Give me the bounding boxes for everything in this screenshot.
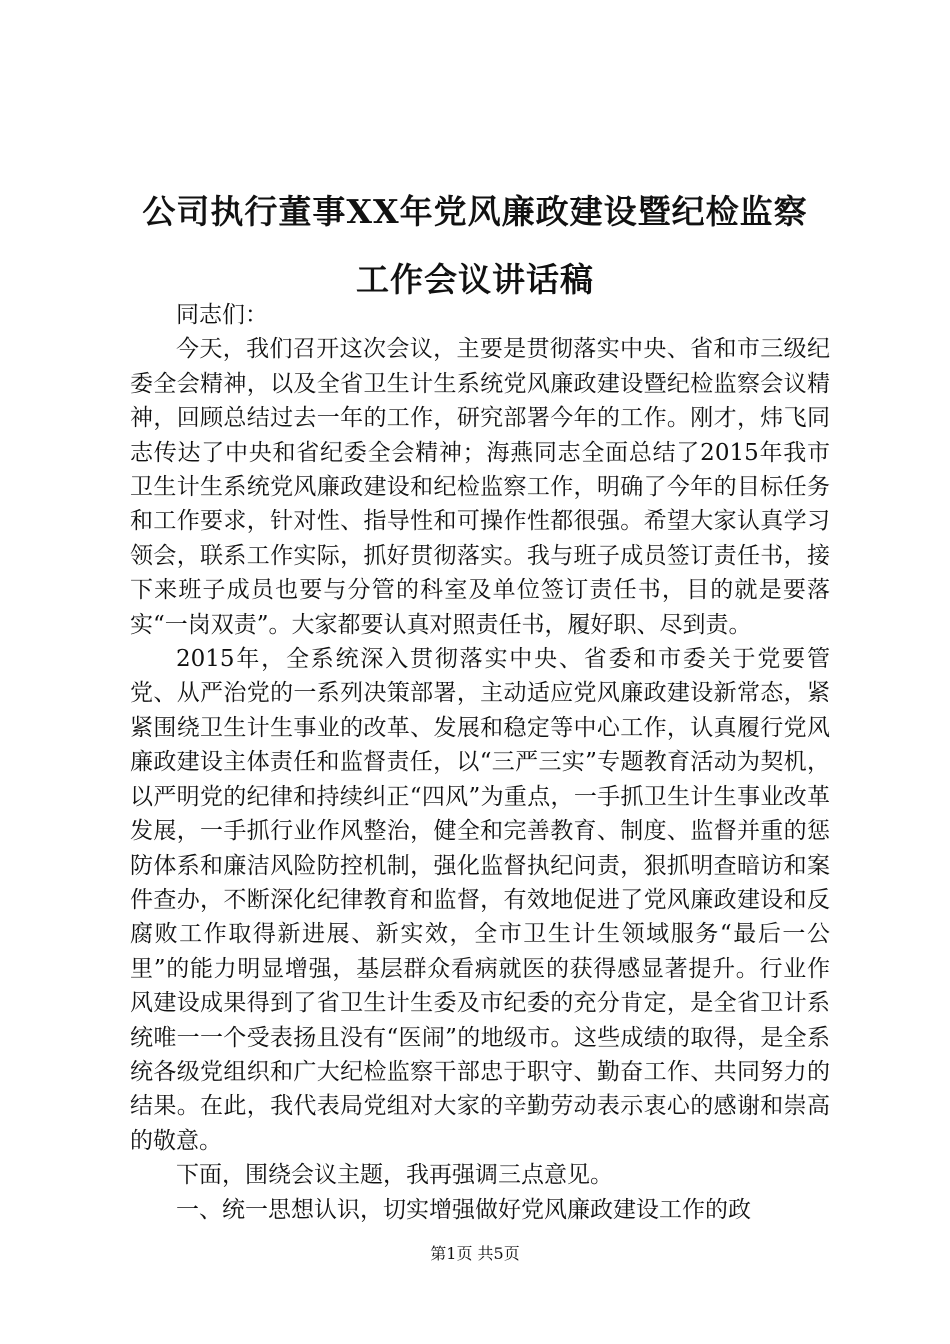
paragraph-intro: 今天，我们召开这次会议，主要是贯彻落实中央、省和市三级纪委全会精神，以及全省卫生计生系统党风廉政建设暨纪检监察会议精神，回顾总结过去一年的工作，研究部署今年的工作。刚才，炜飞同志传达了中央和省纪委全会精神；海燕同志全面总结了2015年我市卫生计生系统党风廉政建设和纪检监察工作，明确了今年的目标任务和工作要求，针对性、指导性和可操作性都很强。希望大家认真学习领会，联系工作实际，抓好贯彻落实。我与班子成员签订责任书，接下来班子成员也要与分管的科室及单位签订责任书，目的就是要落实“一岗双责”。大家都要认真对照责任书，履好职、尽到责。 (130, 336, 830, 638)
paragraph-transition: 下面，围绕会议主题，我再强调三点意见。 (176, 1162, 613, 1189)
document-body (130, 298, 830, 1227)
title-line-1: 公司执行董事XX年党风廉政建设暨纪检监察 (142, 192, 808, 231)
title-line-2: 工作会议讲话稿 (356, 260, 594, 299)
page-footer: 第1页 共5页 (430, 1244, 520, 1263)
salutation: 同志们： (176, 302, 268, 328)
document-title (110, 178, 840, 314)
paragraph-point-one: 一、统一思想认识，切实增强做好党风廉政建设工作的政 (176, 1196, 751, 1223)
paragraph-review: 2015年，全系统深入贯彻落实中央、省委和市委关于党要管党、从严治党的一系列决策部署，主动适应党风廉政建设新常态，紧紧围绕卫生计生事业的改革、发展和稳定等中心工作，认真履行党风廉政建设主体责任和监督责任，以“三严三实”专题教育活动为契机，以严明党的纪律和持续纠正“四风”为重点，一手抓卫生计生事业改革发展，一手抓行业作风整治，健全和完善教育、制度、监督并重的惩防体系和廉洁风险防控机制，强化监督执纪问责，狠抓明查暗访和案件查办，不断深化纪律教育和监督，有效地促进了党风廉政建设和反腐败工作取得新进展、新实效，全市卫生计生领域服务“最后一公里”的能力明显增强，基层群众看病就医的获得感显著提升。行业作风建设成果得到了省卫生计生委及市纪委的充分肯定，是全省卫计系统唯一一个受表扬且没有“医闹”的地级市。这些成绩的取得，是全系统各级党组织和广大纪检监察干部忠于职守、勤奋工作、共同努力的结果。在此，我代表局党组对大家的辛勤劳动表示衷心的感谢和崇高的敬意。 (130, 646, 830, 1154)
